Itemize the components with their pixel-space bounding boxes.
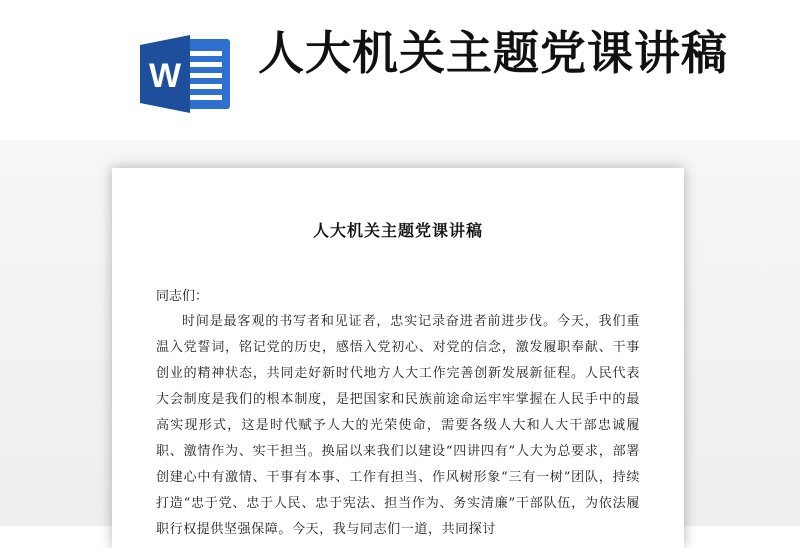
- document-title: 人大机关主题党课讲稿: [312, 221, 483, 240]
- document-page: [112, 168, 684, 548]
- document-salutation: 同志们：: [156, 289, 209, 304]
- header-band: [0, 0, 800, 160]
- word-icon: [140, 35, 232, 113]
- document-paragraph: 时间是最客观的书写者和见证者，忠实记录奋进者前进步伐。今天，我们重温入党誓词，铭记党的历史，感悟入党初心、对党的信念，激发履职奉献、干事创业的精神状态，共同走好新时代地方人大工作完善创新发展新征程。人民代表大会制度是我们的根本制度，是把国家和民族前途命运牢牢掌握在人民手中的最高实现形式，这是时代赋予人大的光荣使命，需要各级人大和人大干部忠诚履职、激情作为、实干担当。换届以来我们以建设“四讲四有”人大为总要求，部署创建心中有激情、干事有本事、工作有担当、作风树形象“三有一树”团队，持续打造“忠于党、忠于人民、忠于宪法、担当作为、务实清廉”干部队伍，为依法履职行权提供坚强保障。今天，我与同志们一道，共同探讨: [156, 314, 640, 537]
- word-icon-letter: W: [148, 57, 182, 95]
- page-title: 人大机关主题党课讲稿: [258, 26, 728, 80]
